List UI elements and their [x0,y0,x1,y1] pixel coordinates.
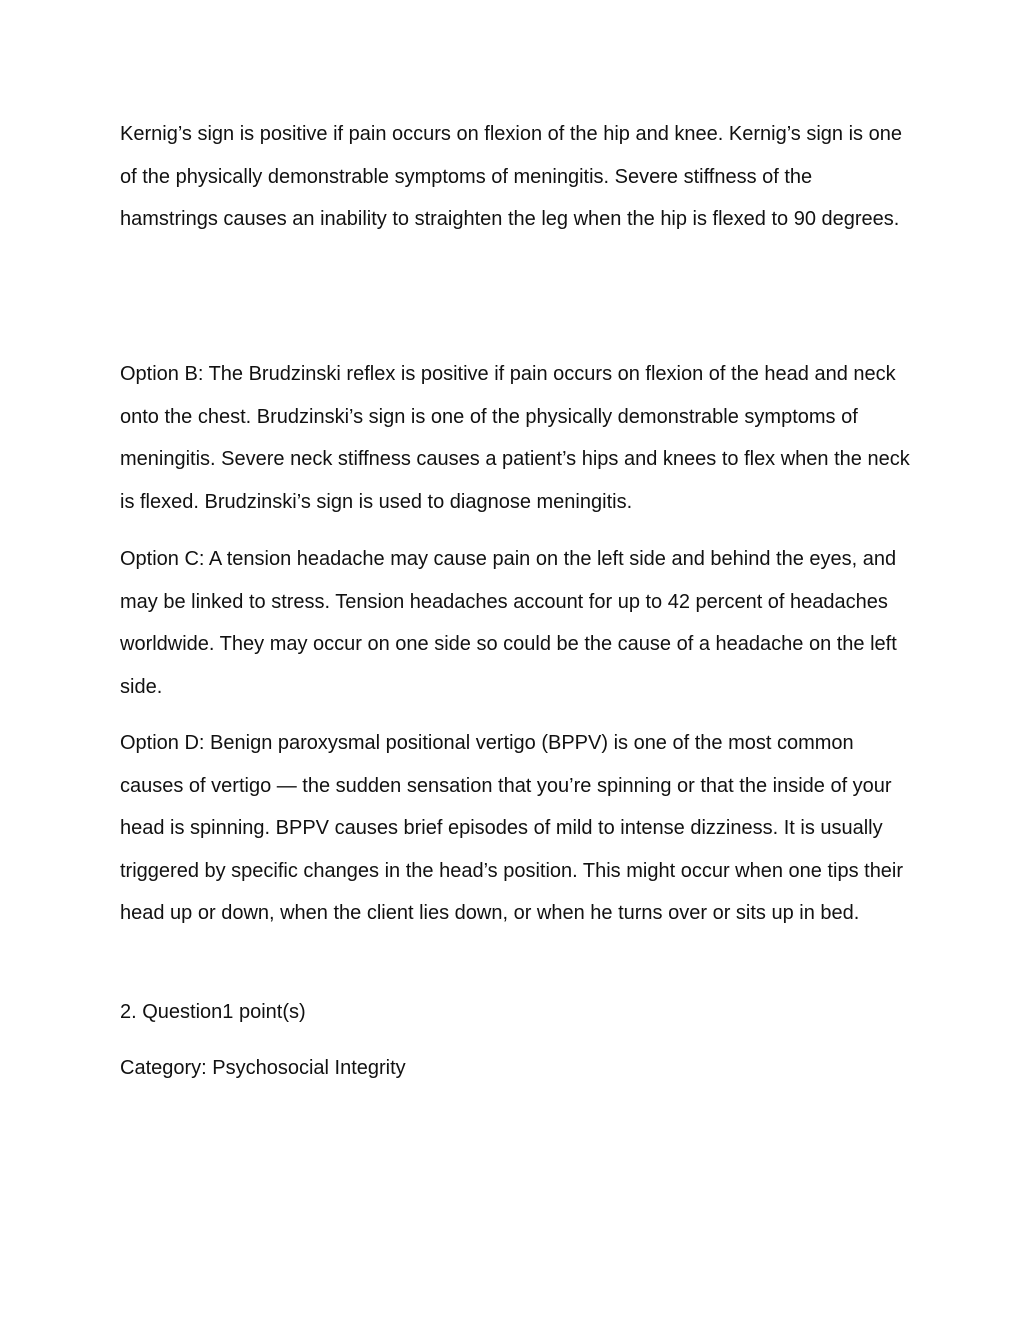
question-heading: 2. Question1 point(s) [120,1001,306,1023]
paragraph-option-c: Option C: A tension headache may cause pain on the left side and behind the eyes, and may be linked to stress. Tension headaches account for up to 42 percent of headaches worldwide. They may occur on one side so could be the cause of a headache on the left side. [120,548,897,698]
question-category: Category: Psychosocial Integrity [120,1057,406,1079]
paragraph-kernig-sign: Kernig’s sign is positive if pain occurs on flexion of the hip and knee. Kernig’s sign is one of the physically demonstrable symptoms of meningitis. Severe stiffness of the hamstrings causes an inability to straighten the leg when the hip is flexed to 90 degrees. [120,123,902,230]
paragraph-option-b: Option B: The Brudzinski reflex is positive if pain occurs on flexion of the head and neck onto the chest. Brudzinski’s sign is one of the physically demonstrable symptoms of meningitis. Severe neck stiffness causes a patient’s hips and knees to flex when the neck is flexed. Brudzinski’s sign is used to diagnose meningitis. [120,363,910,513]
paragraph-option-d: Option D: Benign paroxysmal positional vertigo (BPPV) is one of the most common causes of vertigo — the sudden sensation that you’re spinning or that the inside of your head is spinning. BPPV causes brief episodes of mild to intense dizziness. It is usually triggered by specific changes in the head’s position. This might occur when one tips their head up or down, when the client lies down, or when he turns over or sits up in bed. [120,732,904,924]
